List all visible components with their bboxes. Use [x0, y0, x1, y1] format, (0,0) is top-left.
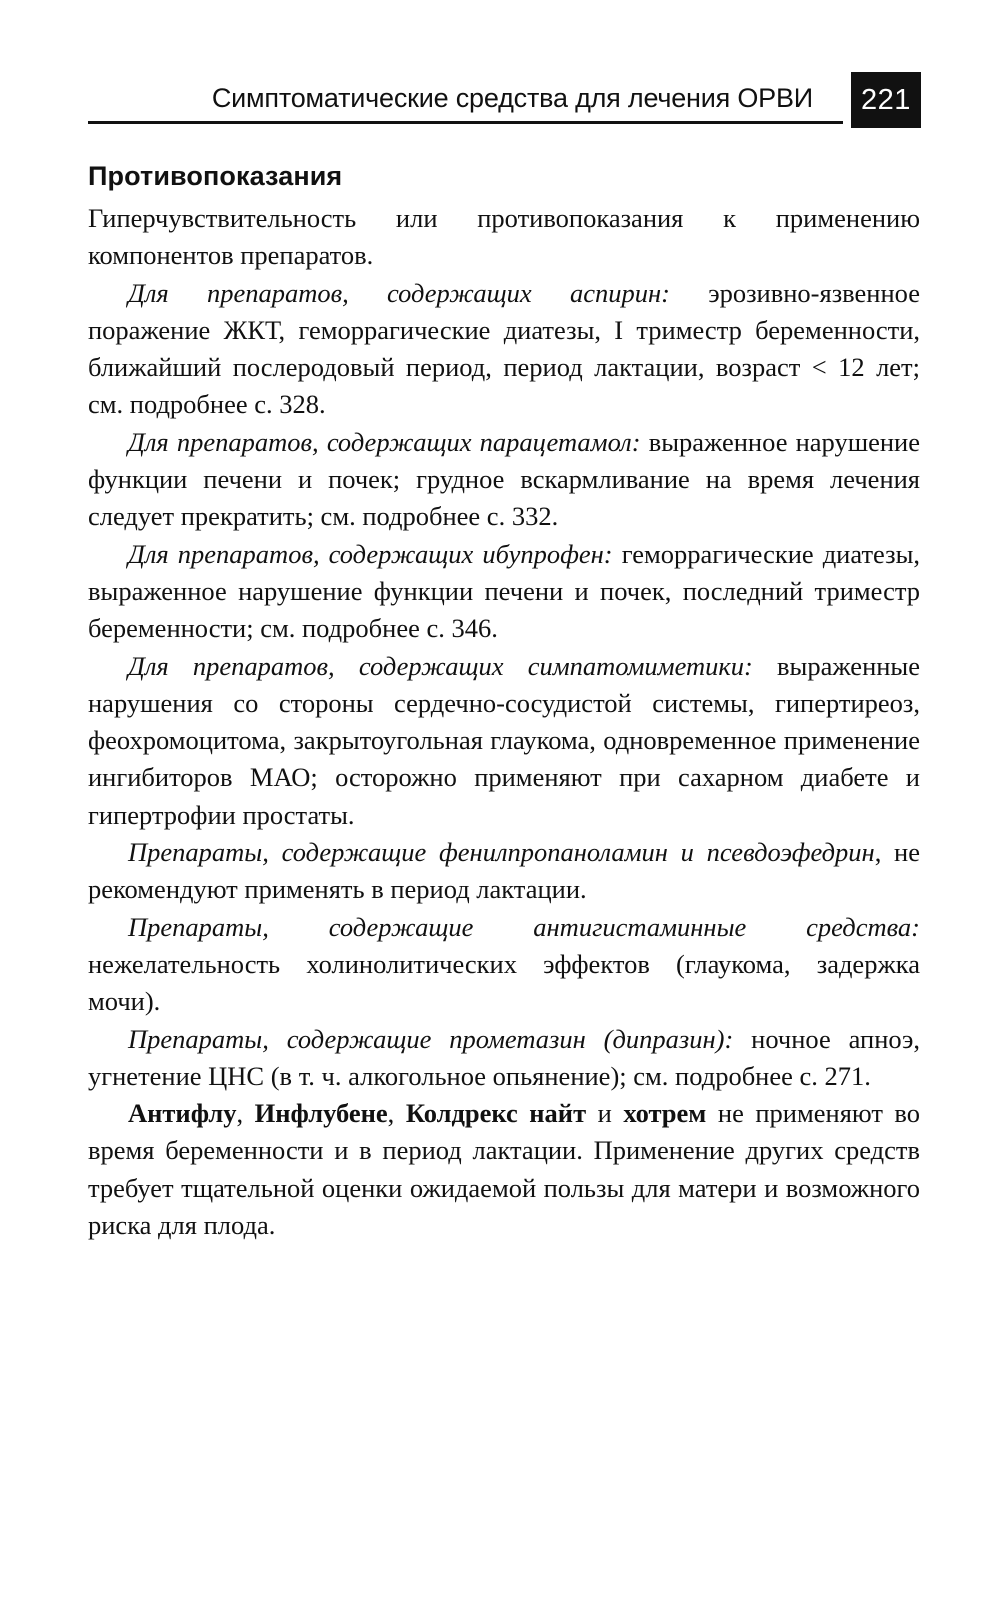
paragraph-lead: Препараты, содержащие антигистаминные средства: — [128, 911, 920, 942]
paragraph-text: , не рекомендуют применять в период лактации. — [88, 837, 920, 905]
paragraph-text: эрозивно-язвенное поражение ЖКТ, геморрагические диатезы, I триместр беременности, ближайший послеродовый период, период лактации, возраст < 12 лет; см. подробнее с. 328. — [88, 277, 920, 420]
paragraph-antihistamines — [88, 909, 920, 1021]
section-heading: Противопоказания — [88, 161, 343, 191]
separator: , — [236, 1098, 255, 1129]
paragraph-lead: Препараты, содержащие прометазин (дипразин): — [128, 1023, 734, 1054]
paragraph-text: Гиперчувствительность или противопоказания к применению компонентов препаратов. — [88, 203, 920, 271]
drug-name: хотрем — [623, 1098, 707, 1129]
drug-name: Колдрекс найт — [405, 1098, 587, 1129]
paragraph-promethazine — [88, 1021, 920, 1096]
paragraph-lead: Препараты, содержащие фенилпропаноламин и псевдоэфедрин — [128, 837, 875, 868]
paragraph-text: не применяют во время беременности и в период лактации. Применение других средств требует тщательной оценки ожидаемой пользы для матери и возможного риска для плода. — [88, 1098, 921, 1241]
paragraph-text: геморрагические диатезы, выраженное нарушение функции печени и почек, последний триместр беременности; см. подробнее с. 346. — [88, 538, 921, 644]
body-text — [88, 200, 920, 1244]
paragraph-pregnancy-warning — [88, 1095, 920, 1244]
paragraph-aspirin — [88, 275, 920, 424]
paragraph-lead: Для препаратов, содержащих парацетамол: — [128, 426, 641, 457]
running-header-title: Симптоматические средства для лечения ОРВИ — [88, 72, 843, 124]
paragraph-general — [88, 200, 920, 275]
separator: и — [586, 1098, 624, 1129]
paragraph-text: выраженное нарушение функции печени и почек; грудное вскармливание на время лечения следует прекратить; см. подробнее с. 332. — [88, 426, 920, 532]
paragraph-lead: Для препаратов, содержащих ибупрофен: — [128, 538, 613, 569]
paragraph-sympathomimetics — [88, 648, 920, 834]
paragraph-phenylpropanolamine — [88, 834, 920, 909]
separator: , — [387, 1098, 406, 1129]
paragraph-text: ночное апноэ, угнетение ЦНС (в т. ч. алкогольное опьянение); см. подробнее с. 271. — [88, 1023, 920, 1091]
running-header — [88, 72, 923, 128]
paragraph-ibuprofen — [88, 536, 920, 648]
drug-name: Антифлу — [128, 1098, 237, 1129]
drug-name: Инфлубене — [254, 1098, 388, 1129]
paragraph-lead: Для препаратов, содержащих симпатомиметики: — [128, 650, 753, 681]
paragraph-lead: Для препаратов, содержащих аспирин: — [128, 277, 670, 308]
paragraph-paracetamol — [88, 424, 920, 536]
paragraph-text: нежелательность холинолитических эффектов (глаукома, задержка мочи). — [88, 948, 920, 1017]
page-number: 221 — [851, 72, 921, 128]
paragraph-text: выраженные нарушения со стороны сердечно-сосудистой системы, гипертиреоз, феохромоцитома, закрытоугольная глаукома, одновременное применение ингибиторов МАО; осторожно применяют при сахарном диабете и гипертрофии простаты. — [88, 650, 921, 830]
